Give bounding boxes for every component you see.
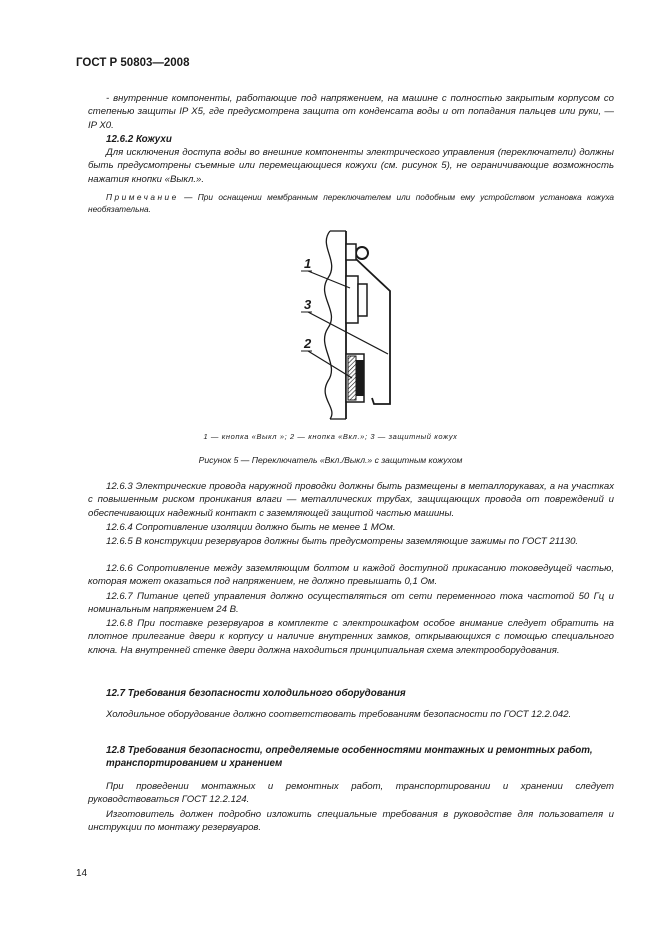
paragraph-12-6-5: 12.6.5 В конструкции резервуаров должны быть предусмотрены заземляющие зажимы по ГОСТ 21130. [106, 536, 579, 547]
paragraph-12-6-2: Для исключения доступа воды во внешние компоненты электрического управления (переключатели) должны быть предусмотрены съемные или перемещающиеся кожухи (см. рисунок 5), не ограничивающие возможность нажатия кнопки «Выкл.». [88, 147, 614, 185]
paragraph-12-8-a: При проведении монтажных и ремонтных работ, транспортировании и хранении следует руководствоваться ГОСТ 12.2.124. [88, 781, 614, 806]
button-off-base [346, 276, 358, 323]
note-label: Примечание [106, 192, 179, 202]
paragraph-12-6-8: 12.6.8 При поставке резервуаров в комплекте с электрошкафом особое внимание следует обратить на плотное прилегание двери к корпусу и наличие внутренних замков, открывающихся с помощью специального ключа. На внутренней стенке двери должна находиться принципиальная схема электрооборудования. [88, 618, 614, 656]
label-3: 3 [304, 297, 312, 312]
label-2: 2 [304, 336, 312, 351]
document-header: ГОСТ Р 50803—2008 [76, 57, 190, 69]
figure-legend: 1 — кнопка «Выкл »; 2 — кнопка «Вкл.»; 3 — защитный кожух [203, 432, 458, 441]
figure-5-switch-diagram [290, 226, 402, 421]
paragraph-12-6-7: 12.6.7 Питание цепей управления должно осуществляться от сети переменного тока частотой 50 Гц и номинальным напряжением 24 В. [88, 591, 614, 616]
wall-break-line [325, 231, 332, 419]
figure-caption: Рисунок 5 — Переключатель «Вкл./Выкл.» с защитным кожухом [198, 455, 463, 465]
heading-12-8: 12.8 Требования безопасности, определяемые особенностями монтажных и ремонтных работ, транспортированием и хранением [106, 745, 593, 770]
heading-12-7: 12.7 Требования безопасности холодильного оборудования [106, 688, 406, 699]
leader-1 [308, 271, 350, 288]
paragraph-12-7: Холодильное оборудование должно соответствовать требованиям безопасности по ГОСТ 12.2.042. [106, 709, 572, 720]
label-1: 1 [304, 256, 312, 271]
paragraph-internal-components: - внутренние компоненты, работающие под напряжением, на машине с полностью закрытым корпусом со степенью защиты IP X5, где предусмотрена защита от конденсата воды и от попадания пальцев или руки, — IP X0. [88, 93, 614, 131]
note [88, 191, 614, 215]
note-text: — При оснащении мембранным переключателем или подобным ему устройством установка кожуха необязательна. [88, 192, 614, 214]
hinge-block [346, 244, 356, 260]
paragraph-12-6-4: 12.6.4 Сопротивление изоляции должно быть не менее 1 МОм. [106, 522, 396, 533]
button-off-knob [358, 284, 367, 316]
heading-12-6-2: 12.6.2 Кожухи [106, 134, 172, 145]
paragraph-12-6-3: 12.6.3 Электрические провода наружной проводки должны быть размещены в металлорукавах, а на участках с повышенным риском проникания влаги — металлических трубах, защищающих провода от повреждений и обеспечивающих надежный контакт с заземляющей защитой частью машины. [88, 481, 614, 519]
paragraph-12-8-b: Изготовитель должен подробно изложить специальные требования в руководстве для пользователя и инструкции по монтажу резервуаров. [88, 809, 614, 834]
page-number: 14 [76, 868, 88, 879]
paragraph-12-6-6: 12.6.6 Сопротивление между заземляющим болтом и каждой доступной прикасанию токоведущей частью, которая может оказаться под напряжением, не должно превышать 0,1 Ом. [88, 563, 614, 588]
hinge-circle [356, 247, 368, 259]
